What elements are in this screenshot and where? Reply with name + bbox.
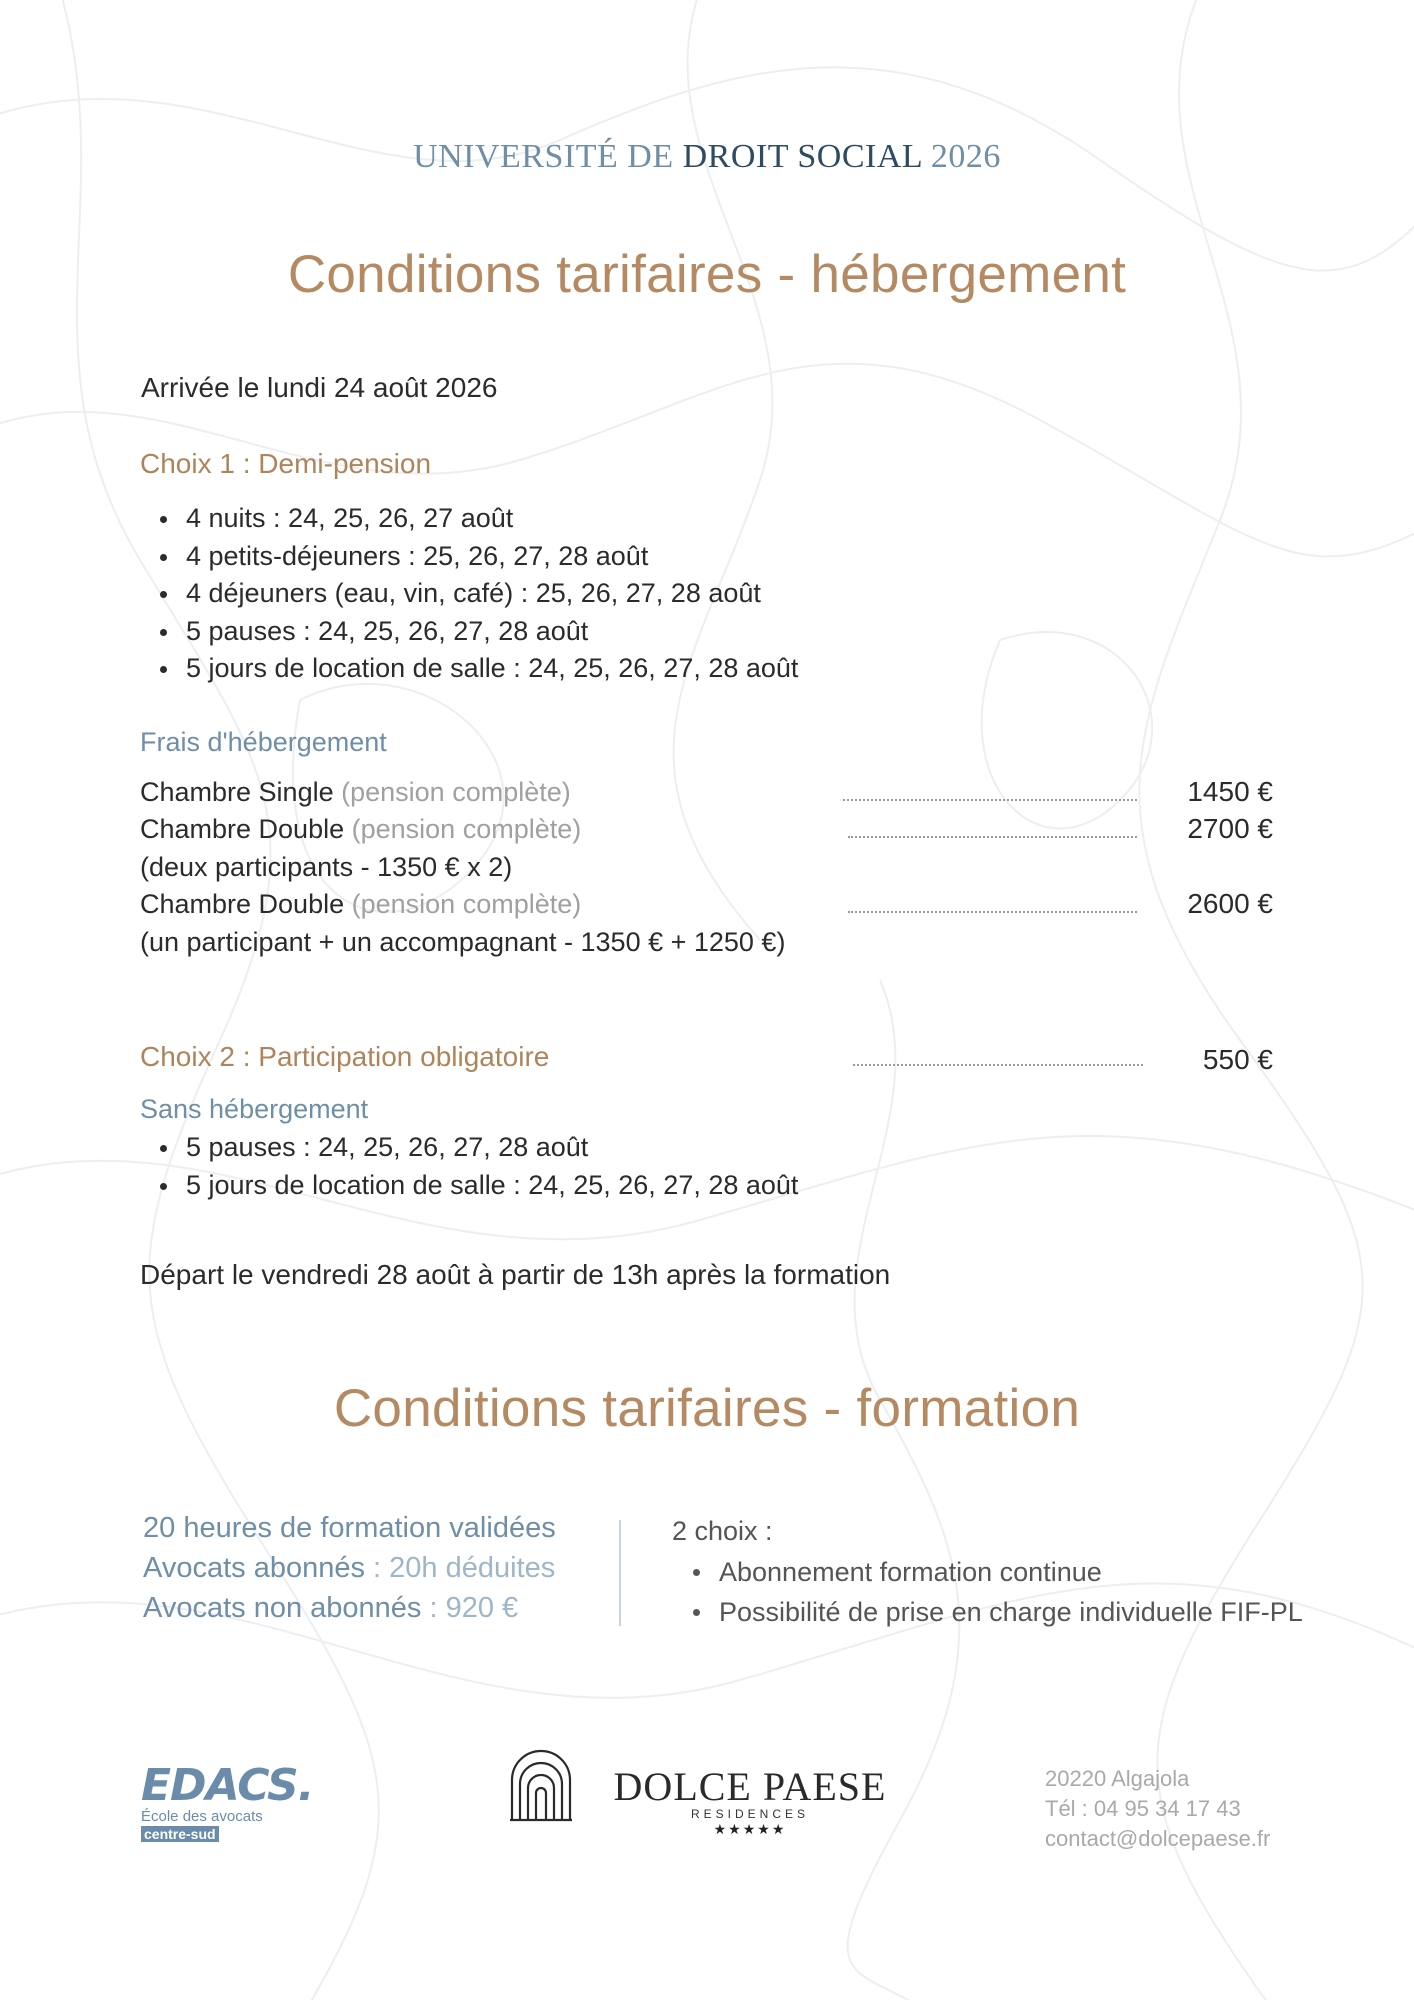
formation-summary <box>143 1508 556 1628</box>
bullet-icon <box>693 1609 700 1616</box>
room-name: Chambre Double <box>140 814 345 844</box>
bullet-icon <box>160 554 167 561</box>
list-item-text: 4 déjeuners (eau, vin, café) : 25, 26, 27, 28 août <box>186 578 761 608</box>
dolce-paese-stars: ★★★★★ <box>713 1821 787 1837</box>
room-double-companion-price: 2600 € <box>1187 888 1273 919</box>
dotted-leader <box>843 799 1137 801</box>
formation-choices-list <box>672 1552 1303 1632</box>
non-subscribed-value: : 920 € <box>421 1592 519 1624</box>
dolce-paese-arches-icon <box>508 1746 574 1822</box>
bullet-icon <box>160 1145 167 1152</box>
list-item <box>139 1167 798 1205</box>
room-name: Chambre Single <box>140 777 334 807</box>
dotted-leader <box>848 911 1137 913</box>
list-item <box>139 650 798 688</box>
list-item-text: Abonnement formation continue <box>719 1557 1102 1587</box>
non-subscribed-label: Avocats non abonnés <box>143 1592 422 1624</box>
room-double-companion <box>140 889 581 920</box>
room-single <box>140 777 571 808</box>
choice-1-list <box>139 500 798 688</box>
subscribed-label: Avocats abonnés <box>143 1552 365 1584</box>
list-item <box>139 1129 798 1167</box>
bullet-icon <box>160 591 167 598</box>
choice-2-subtitle: Sans hébergement <box>140 1094 369 1124</box>
list-item-text: 5 jours de location de salle : 24, 25, 26, 27, 28 août <box>186 1169 799 1200</box>
list-item-text: 4 nuits : 24, 25, 26, 27 août <box>186 503 514 533</box>
list-item <box>672 1552 1303 1592</box>
list-item <box>672 1592 1303 1632</box>
contact-block <box>1045 1764 1270 1854</box>
list-item <box>139 500 798 538</box>
section-title-hebergement: Conditions tarifaires - hébergement <box>287 245 1127 304</box>
edacs-tag: centre-sud <box>141 1826 219 1842</box>
formation-subscribed <box>143 1548 556 1588</box>
contact-phone: Tél : 04 95 34 17 43 <box>1045 1796 1241 1821</box>
formation-non-subscribed <box>143 1588 556 1628</box>
room-double-two-price: 2700 € <box>1187 813 1273 844</box>
fees-title: Frais d'hébergement <box>140 727 387 757</box>
bullet-icon <box>160 516 167 523</box>
room-name: Chambre Double <box>140 889 345 919</box>
list-item <box>139 538 798 576</box>
dotted-leader <box>848 836 1137 838</box>
choice-1-title: Choix 1 : Demi-pension <box>140 448 432 479</box>
list-item-text: 5 pauses : 24, 25, 26, 27, 28 août <box>186 1132 589 1162</box>
event-header <box>0 138 1414 176</box>
contact-address: 20220 Algajola <box>1045 1766 1190 1791</box>
formation-choices-title: 2 choix : <box>672 1516 773 1546</box>
list-item <box>139 575 798 613</box>
vertical-divider <box>619 1520 621 1626</box>
header-light-part-2: 2026 <box>921 138 1001 175</box>
subscribed-value: : 20h déduites <box>364 1552 556 1584</box>
room-double-two <box>140 814 581 845</box>
contact-email[interactable]: contact@dolcepaese.fr <box>1045 1826 1271 1851</box>
edacs-tag-wrapper <box>141 1826 313 1844</box>
choice-2-title: Choix 2 : Participation obligatoire <box>140 1041 550 1072</box>
arrival-text: Arrivée le lundi 24 août 2026 <box>141 372 498 403</box>
choice-2-list <box>139 1129 798 1204</box>
formation-hours: 20 heures de formation validées <box>143 1512 556 1544</box>
list-item-text: 4 petits-déjeuners : 25, 26, 27, 28 août <box>186 540 649 571</box>
bullet-icon <box>160 1183 167 1190</box>
edacs-logo <box>141 1760 314 1844</box>
choice-2-price: 550 € <box>1202 1044 1273 1075</box>
list-item-text: 5 jours de location de salle : 24, 25, 26, 27, 28 août <box>186 653 799 683</box>
dolce-paese-logo <box>600 1764 900 1838</box>
header-light-part-1: UNIVERSITÉ DE <box>413 138 683 175</box>
dolce-paese-residences: RESIDENCES <box>690 1807 810 1821</box>
room-double-companion-detail: (un participant + un accompagnant - 1350 € + 1250 €) <box>140 927 786 957</box>
list-item <box>139 613 798 651</box>
header-dark-part: DROIT SOCIAL <box>682 138 922 175</box>
room-single-price: 1450 € <box>1187 776 1273 807</box>
edacs-subtitle: École des avocats <box>141 1808 263 1825</box>
bullet-icon <box>693 1569 700 1576</box>
room-note: (pension complète) <box>341 777 571 807</box>
room-double-two-detail: (deux participants - 1350 € x 2) <box>140 852 513 882</box>
list-item-text: 5 pauses : 24, 25, 26, 27, 28 août <box>186 615 589 646</box>
list-item-text: Possibilité de prise en charge individuelle FIF-PL <box>719 1597 1303 1627</box>
room-note: (pension complète) <box>351 889 582 919</box>
section-title-formation: Conditions tarifaires - formation <box>333 1379 1081 1438</box>
room-note: (pension complète) <box>351 814 582 844</box>
bullet-icon <box>160 629 167 636</box>
departure-text: Départ le vendredi 28 août à partir de 13h après la formation <box>140 1259 891 1290</box>
bullet-icon <box>160 666 167 673</box>
dolce-paese-wordmark: DOLCE PAESE <box>613 1764 887 1809</box>
edacs-wordmark: EDACS. <box>141 1760 314 1811</box>
